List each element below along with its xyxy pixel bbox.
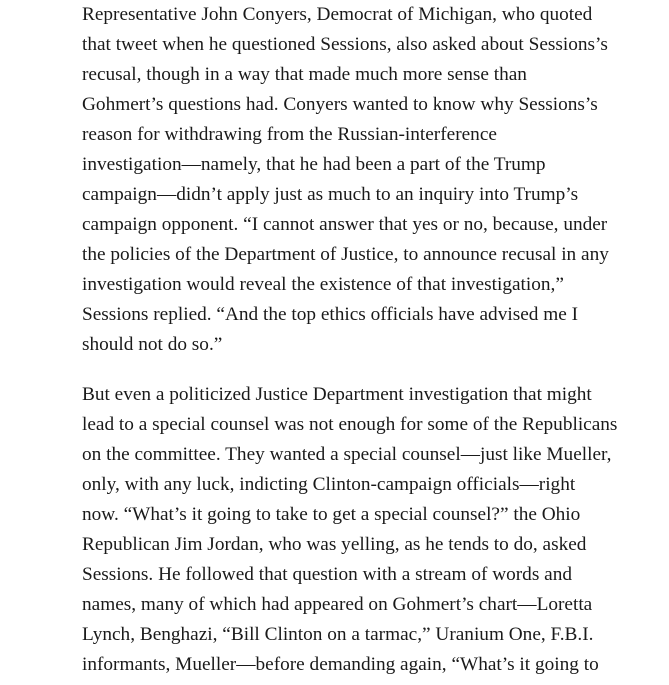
- text-line: reason for withdrawing from the Russian-interference: [82, 124, 497, 145]
- text-line: Republican Jim Jordan, who was yelling, as he tends to do, asked: [82, 534, 587, 555]
- text-line: investigation—namely, that he had been a part of the Trump: [82, 154, 546, 175]
- text-line: informants, Mueller—before demanding again, “What’s it going to: [82, 654, 599, 675]
- text-line: only, with any luck, indicting Clinton-campaign officials—right: [82, 474, 576, 495]
- text-line: investigation would reveal the existence of that investigation,”: [82, 274, 564, 295]
- article-body: [82, 0, 669, 680]
- text-line: campaign—didn’t apply just as much to an inquiry into Trump’s: [82, 184, 579, 205]
- text-line: should not do so.”: [82, 334, 223, 355]
- text-line: Sessions replied. “And the top ethics officials have advised me I: [82, 304, 579, 325]
- text-line: now. “What’s it going to take to get a special counsel?” the Ohio: [82, 504, 581, 525]
- text-line: recusal, though in a way that made much more sense than: [82, 64, 527, 85]
- text-line: names, many of which had appeared on Gohmert’s chart—Loretta: [82, 594, 593, 615]
- text-line: the policies of the Department of Justice, to announce recusal in any: [82, 244, 609, 265]
- text-line: But even a politicized Justice Department investigation that might: [82, 384, 592, 405]
- paragraph-spacer: [82, 360, 669, 380]
- text-line: Gohmert’s questions had. Conyers wanted to know why Sessions’s: [82, 94, 598, 115]
- paragraph-conyers: [82, 0, 669, 360]
- text-line: campaign opponent. “I cannot answer that yes or no, because, under: [82, 214, 608, 235]
- text-line: that tweet when he questioned Sessions, also asked about Sessions’s: [82, 34, 608, 55]
- text-line: Sessions. He followed that question with a stream of words and: [82, 564, 572, 585]
- text-line: on the committee. They wanted a special counsel—just like Mueller,: [82, 444, 612, 465]
- text-line: Representative John Conyers, Democrat of Michigan, who quoted: [82, 4, 593, 25]
- text-line: lead to a special counsel was not enough for some of the Republicans: [82, 414, 618, 435]
- paragraph-jordan: [82, 380, 669, 680]
- text-line: Lynch, Benghazi, “Bill Clinton on a tarmac,” Uranium One, F.B.I.: [82, 624, 594, 645]
